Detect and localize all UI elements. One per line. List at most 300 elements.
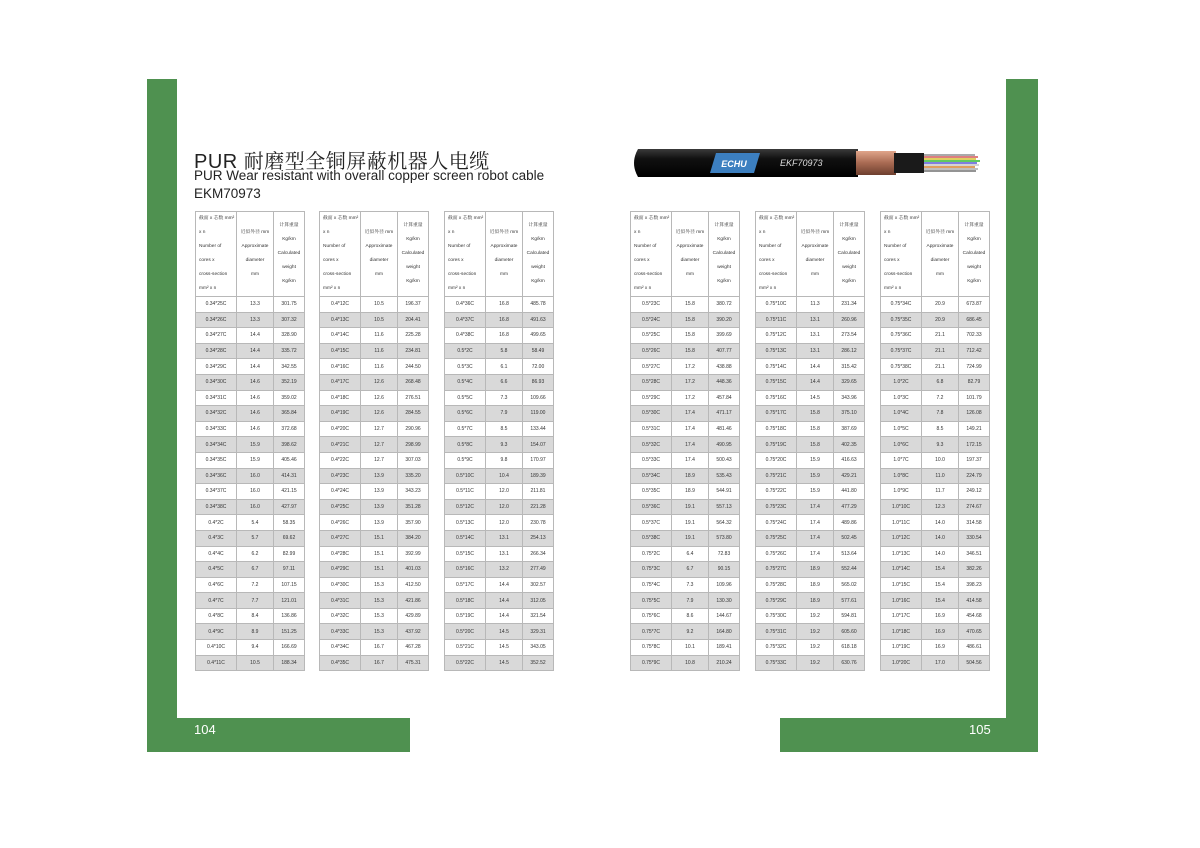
size-cell: 0.5*9C <box>445 452 486 468</box>
size-cell: 0.75*29C <box>756 593 797 609</box>
diameter-cell: 11.0 <box>922 468 959 484</box>
size-cell: 0.5*34C <box>631 468 672 484</box>
diameter-cell: 17.4 <box>672 406 709 422</box>
size-cell: 0.75*16C <box>756 390 797 406</box>
weight-cell: 392.99 <box>398 546 429 562</box>
table-row <box>756 546 865 562</box>
table-row <box>445 515 554 531</box>
weight-cell: 234.81 <box>398 343 429 359</box>
table-row <box>320 484 429 500</box>
cable-print-text: EKF70973 <box>780 158 823 168</box>
diameter-cell: 14.5 <box>486 640 523 656</box>
table-row <box>196 515 305 531</box>
weight-cell: 211.81 <box>523 484 554 500</box>
size-cell: 0.75*32C <box>756 640 797 656</box>
diameter-cell: 13.1 <box>486 546 523 562</box>
diameter-cell: 12.3 <box>922 499 959 515</box>
weight-cell: 260.96 <box>834 312 865 328</box>
weight-cell: 499.65 <box>523 328 554 344</box>
diameter-cell: 13.1 <box>797 328 834 344</box>
diameter-cell: 9.8 <box>486 452 523 468</box>
table-row <box>631 468 740 484</box>
size-cell: 0.34*26C <box>196 312 237 328</box>
diameter-cell: 7.2 <box>922 390 959 406</box>
size-cell: 0.4*21C <box>320 437 361 453</box>
weight-cell: 268.48 <box>398 374 429 390</box>
size-cell: 1.0*7C <box>881 452 922 468</box>
size-cell: 0.4*27C <box>320 530 361 546</box>
diameter-cell: 17.4 <box>797 499 834 515</box>
table-row <box>756 421 865 437</box>
size-cell: 1.0*5C <box>881 421 922 437</box>
size-cell: 0.75*15C <box>756 374 797 390</box>
right-page-footer-band <box>780 718 1038 752</box>
weight-cell: 427.97 <box>274 499 305 515</box>
weight-cell: 286.12 <box>834 343 865 359</box>
weight-cell: 188.34 <box>274 655 305 671</box>
header-cell <box>237 212 274 297</box>
diameter-cell: 14.0 <box>922 515 959 531</box>
size-cell: 0.75*36C <box>881 328 922 344</box>
table-row <box>196 374 305 390</box>
diameter-cell: 10.4 <box>486 468 523 484</box>
size-cell: 0.5*22C <box>445 655 486 671</box>
weight-cell: 594.81 <box>834 608 865 624</box>
weight-cell: 154.07 <box>523 437 554 453</box>
size-cell: 1.0*9C <box>881 484 922 500</box>
diameter-cell: 8.9 <box>237 624 274 640</box>
header-line: Approximate <box>801 244 829 249</box>
size-cell: 0.5*36C <box>631 499 672 515</box>
size-cell: 0.4*2C <box>196 515 237 531</box>
table-row <box>196 562 305 578</box>
diameter-cell: 7.2 <box>237 577 274 593</box>
spec-table <box>880 211 990 671</box>
header-line: Calculated <box>837 251 861 256</box>
diameter-cell: 13.1 <box>797 312 834 328</box>
header-line: 计算重量 <box>403 223 423 228</box>
table-row <box>196 297 305 313</box>
size-cell: 1.0*11C <box>881 515 922 531</box>
weight-cell: 502.45 <box>834 530 865 546</box>
header-cell <box>196 212 237 297</box>
table-row <box>756 297 865 313</box>
diameter-cell: 17.4 <box>797 530 834 546</box>
diameter-cell: 13.9 <box>361 515 398 531</box>
header-line: Kg/km <box>406 237 420 242</box>
diameter-cell: 16.7 <box>361 655 398 671</box>
header-line: x n <box>323 230 330 235</box>
size-cell: 0.34*33C <box>196 421 237 437</box>
table-row <box>756 608 865 624</box>
table-row <box>756 593 865 609</box>
header-line: diameter <box>245 258 265 263</box>
table-row <box>756 499 865 515</box>
header-line: weight <box>717 265 731 270</box>
size-cell: 0.5*28C <box>631 374 672 390</box>
header-cell <box>834 212 865 297</box>
weight-cell: 702.33 <box>959 328 990 344</box>
header-line: diameter <box>680 258 700 263</box>
weight-cell: 330.54 <box>959 530 990 546</box>
table-row <box>320 530 429 546</box>
table-row <box>320 406 429 422</box>
size-cell: 0.75*18C <box>756 421 797 437</box>
weight-cell: 398.23 <box>959 577 990 593</box>
diameter-cell: 19.2 <box>797 655 834 671</box>
weight-cell: 224.79 <box>959 468 990 484</box>
weight-cell: 343.96 <box>834 390 865 406</box>
diameter-cell: 21.1 <box>922 343 959 359</box>
header-line: 近似外径 mm <box>675 230 705 235</box>
header-line: mm <box>936 272 944 277</box>
table-row <box>196 577 305 593</box>
diameter-cell: 11.3 <box>797 297 834 313</box>
table-row <box>631 406 740 422</box>
header-line: 截面 x 芯数 mm² <box>634 216 670 221</box>
weight-cell: 307.03 <box>398 452 429 468</box>
weight-cell: 421.86 <box>398 593 429 609</box>
size-cell: 0.75*2C <box>631 546 672 562</box>
table-row <box>756 437 865 453</box>
table-row <box>631 437 740 453</box>
size-cell: 0.4*13C <box>320 312 361 328</box>
header-line: Kg/km <box>842 237 856 242</box>
weight-cell: 342.55 <box>274 359 305 375</box>
weight-cell: 500.43 <box>709 452 740 468</box>
table-row <box>320 624 429 640</box>
weight-cell: 438.88 <box>709 359 740 375</box>
weight-cell: 384.20 <box>398 530 429 546</box>
table-row <box>881 374 990 390</box>
weight-cell: 302.57 <box>523 577 554 593</box>
weight-cell: 335.20 <box>398 468 429 484</box>
weight-cell: 196.37 <box>398 297 429 313</box>
table-row <box>445 530 554 546</box>
size-cell: 0.4*23C <box>320 468 361 484</box>
size-cell: 0.34*25C <box>196 297 237 313</box>
diameter-cell: 17.2 <box>672 359 709 375</box>
diameter-cell: 13.2 <box>486 562 523 578</box>
diameter-cell: 15.8 <box>797 421 834 437</box>
header-cell <box>445 212 486 297</box>
diameter-cell: 17.0 <box>922 655 959 671</box>
size-cell: 0.5*14C <box>445 530 486 546</box>
size-cell: 0.5*3C <box>445 359 486 375</box>
diameter-cell: 13.9 <box>361 499 398 515</box>
table-row <box>631 499 740 515</box>
size-cell: 0.4*36C <box>445 297 486 313</box>
size-cell: 0.4*5C <box>196 562 237 578</box>
header-cell <box>631 212 672 297</box>
header-line: 近似外径 mm <box>489 230 519 235</box>
header-line: Number of <box>759 244 782 249</box>
diameter-cell: 17.4 <box>797 546 834 562</box>
size-cell: 0.5*10C <box>445 468 486 484</box>
size-cell: 0.75*10C <box>756 297 797 313</box>
header-cell <box>672 212 709 297</box>
diameter-cell: 13.1 <box>486 530 523 546</box>
left-page-footer-band <box>147 718 410 752</box>
size-cell: 0.4*20C <box>320 421 361 437</box>
diameter-cell: 15.1 <box>361 546 398 562</box>
header-line: Approximate <box>926 244 954 249</box>
diameter-cell: 17.4 <box>672 437 709 453</box>
size-cell: 0.4*9C <box>196 624 237 640</box>
header-line: Kg/km <box>406 279 420 284</box>
weight-cell: 329.31 <box>523 624 554 640</box>
weight-cell: 249.12 <box>959 484 990 500</box>
diameter-cell: 14.4 <box>237 343 274 359</box>
size-cell: 0.4*16C <box>320 359 361 375</box>
size-cell: 0.5*35C <box>631 484 672 500</box>
right-page-green-band <box>1006 79 1038 752</box>
weight-cell: 266.34 <box>523 546 554 562</box>
weight-cell: 290.96 <box>398 421 429 437</box>
weight-cell: 470.65 <box>959 624 990 640</box>
header-cell <box>881 212 922 297</box>
table-row <box>320 515 429 531</box>
header-line: Approximate <box>490 244 518 249</box>
weight-cell: 365.84 <box>274 406 305 422</box>
weight-cell: 414.58 <box>959 593 990 609</box>
table-row <box>320 640 429 656</box>
diameter-cell: 12.6 <box>361 374 398 390</box>
diameter-cell: 15.3 <box>361 577 398 593</box>
diameter-cell: 13.9 <box>361 468 398 484</box>
size-cell: 0.75*7C <box>631 624 672 640</box>
table-header-row <box>631 212 740 297</box>
table-row <box>445 328 554 344</box>
table-row <box>631 297 740 313</box>
size-cell: 0.75*31C <box>756 624 797 640</box>
diameter-cell: 13.1 <box>797 343 834 359</box>
size-cell: 0.75*12C <box>756 328 797 344</box>
table-row <box>445 452 554 468</box>
weight-cell: 477.29 <box>834 499 865 515</box>
table-row <box>881 640 990 656</box>
table-row <box>631 374 740 390</box>
header-line: Number of <box>884 244 907 249</box>
table-row <box>445 343 554 359</box>
header-cell <box>922 212 959 297</box>
logo-text: ECHU <box>721 159 747 169</box>
diameter-cell: 18.9 <box>797 562 834 578</box>
size-cell: 0.5*38C <box>631 530 672 546</box>
table-row <box>196 390 305 406</box>
diameter-cell: 16.8 <box>486 297 523 313</box>
header-line: 截面 x 芯数 mm² <box>759 216 795 221</box>
weight-cell: 605.60 <box>834 624 865 640</box>
size-cell: 0.4*30C <box>320 577 361 593</box>
table-row <box>196 328 305 344</box>
size-cell: 0.4*4C <box>196 546 237 562</box>
size-cell: 0.34*35C <box>196 452 237 468</box>
weight-cell: 401.03 <box>398 562 429 578</box>
diameter-cell: 12.0 <box>486 499 523 515</box>
table-row <box>756 406 865 422</box>
table-row <box>445 359 554 375</box>
weight-cell: 352.52 <box>523 655 554 671</box>
size-cell: 0.5*24C <box>631 312 672 328</box>
weight-cell: 375.10 <box>834 406 865 422</box>
table-row <box>881 608 990 624</box>
weight-cell: 225.28 <box>398 328 429 344</box>
weight-cell: 335.72 <box>274 343 305 359</box>
size-cell: 0.75*5C <box>631 593 672 609</box>
table-row <box>445 608 554 624</box>
weight-cell: 164.80 <box>709 624 740 640</box>
table-row <box>196 437 305 453</box>
weight-cell: 429.21 <box>834 468 865 484</box>
header-line: 计算重量 <box>279 223 299 228</box>
table-row <box>320 468 429 484</box>
core-wires <box>924 155 980 171</box>
weight-cell: 544.91 <box>709 484 740 500</box>
table-row <box>445 484 554 500</box>
diameter-cell: 17.4 <box>797 515 834 531</box>
header-line: Calculated <box>712 251 736 256</box>
table-row <box>196 484 305 500</box>
diameter-cell: 11.6 <box>361 343 398 359</box>
diameter-cell: 17.4 <box>672 452 709 468</box>
weight-cell: 72.00 <box>523 359 554 375</box>
size-cell: 0.75*14C <box>756 359 797 375</box>
size-cell: 0.4*15C <box>320 343 361 359</box>
table-row <box>756 515 865 531</box>
weight-cell: 329.65 <box>834 374 865 390</box>
table-header-row <box>881 212 990 297</box>
weight-cell: 343.05 <box>523 640 554 656</box>
table-row <box>881 546 990 562</box>
header-line: mm² x n <box>759 286 777 291</box>
diameter-cell: 12.7 <box>361 437 398 453</box>
size-cell: 0.34*30C <box>196 374 237 390</box>
weight-cell: 277.49 <box>523 562 554 578</box>
weight-cell: 210.24 <box>709 655 740 671</box>
header-line: weight <box>842 265 856 270</box>
table-row <box>881 421 990 437</box>
table-row <box>320 359 429 375</box>
diameter-cell: 15.9 <box>237 437 274 453</box>
table-header-row <box>320 212 429 297</box>
header-line: 近似外径 mm <box>800 230 830 235</box>
size-cell: 1.0*14C <box>881 562 922 578</box>
size-cell: 0.34*27C <box>196 328 237 344</box>
header-line: 计算重量 <box>964 223 984 228</box>
size-cell: 1.0*13C <box>881 546 922 562</box>
diameter-cell: 19.1 <box>672 530 709 546</box>
diameter-cell: 12.6 <box>361 406 398 422</box>
size-cell: 0.5*21C <box>445 640 486 656</box>
size-cell: 0.34*31C <box>196 390 237 406</box>
diameter-cell: 15.4 <box>922 562 959 578</box>
size-cell: 0.4*19C <box>320 406 361 422</box>
header-line: mm <box>811 272 819 277</box>
table-row <box>881 562 990 578</box>
size-cell: 0.75*37C <box>881 343 922 359</box>
size-cell: 0.5*13C <box>445 515 486 531</box>
diameter-cell: 10.1 <box>672 640 709 656</box>
diameter-cell: 16.8 <box>486 312 523 328</box>
table-row <box>445 312 554 328</box>
size-cell: 0.34*36C <box>196 468 237 484</box>
table-row <box>320 312 429 328</box>
spec-table <box>195 211 305 671</box>
weight-cell: 69.62 <box>274 530 305 546</box>
header-line: mm <box>375 272 383 277</box>
size-cell: 0.5*6C <box>445 406 486 422</box>
diameter-cell: 15.8 <box>672 297 709 313</box>
size-cell: 0.5*29C <box>631 390 672 406</box>
size-cell: 0.4*35C <box>320 655 361 671</box>
table-row <box>881 452 990 468</box>
diameter-cell: 18.9 <box>672 484 709 500</box>
weight-cell: 244.50 <box>398 359 429 375</box>
table-row <box>881 624 990 640</box>
diameter-cell: 15.9 <box>797 484 834 500</box>
table-row <box>445 468 554 484</box>
weight-cell: 197.37 <box>959 452 990 468</box>
diameter-cell: 12.7 <box>361 452 398 468</box>
header-line: cores x <box>759 258 775 263</box>
spec-table <box>444 211 554 671</box>
table-row <box>631 452 740 468</box>
size-cell: 0.4*18C <box>320 390 361 406</box>
table-row <box>631 530 740 546</box>
size-cell: 0.5*19C <box>445 608 486 624</box>
size-cell: 0.4*7C <box>196 593 237 609</box>
diameter-cell: 10.8 <box>672 655 709 671</box>
weight-cell: 712.42 <box>959 343 990 359</box>
weight-cell: 359.02 <box>274 390 305 406</box>
spec-table <box>319 211 429 671</box>
diameter-cell: 7.3 <box>672 577 709 593</box>
table-row <box>631 484 740 500</box>
table-row <box>881 390 990 406</box>
size-cell: 0.5*12C <box>445 499 486 515</box>
diameter-cell: 10.5 <box>361 312 398 328</box>
table-row <box>631 655 740 671</box>
size-cell: 0.34*29C <box>196 359 237 375</box>
header-line: x n <box>448 230 455 235</box>
table-row <box>881 468 990 484</box>
table-row <box>631 577 740 593</box>
diameter-cell: 7.3 <box>486 390 523 406</box>
weight-cell: 437.92 <box>398 624 429 640</box>
weight-cell: 97.11 <box>274 562 305 578</box>
diameter-cell: 17.4 <box>672 421 709 437</box>
diameter-cell: 19.1 <box>672 499 709 515</box>
diameter-cell: 11.7 <box>922 484 959 500</box>
diameter-cell: 5.7 <box>237 530 274 546</box>
diameter-cell: 14.5 <box>486 624 523 640</box>
weight-cell: 307.32 <box>274 312 305 328</box>
header-line: 截面 x 芯数 mm² <box>199 216 235 221</box>
header-line: cores x <box>199 258 215 263</box>
model-number: EKM70973 <box>194 186 261 201</box>
header-line: cross-section <box>323 272 352 277</box>
table-row <box>631 343 740 359</box>
weight-cell: 382.26 <box>959 562 990 578</box>
table-row <box>631 328 740 344</box>
weight-cell: 328.90 <box>274 328 305 344</box>
weight-cell: 441.80 <box>834 484 865 500</box>
weight-cell: 149.21 <box>959 421 990 437</box>
weight-cell: 491.63 <box>523 312 554 328</box>
diameter-cell: 17.2 <box>672 374 709 390</box>
diameter-cell: 15.1 <box>361 562 398 578</box>
